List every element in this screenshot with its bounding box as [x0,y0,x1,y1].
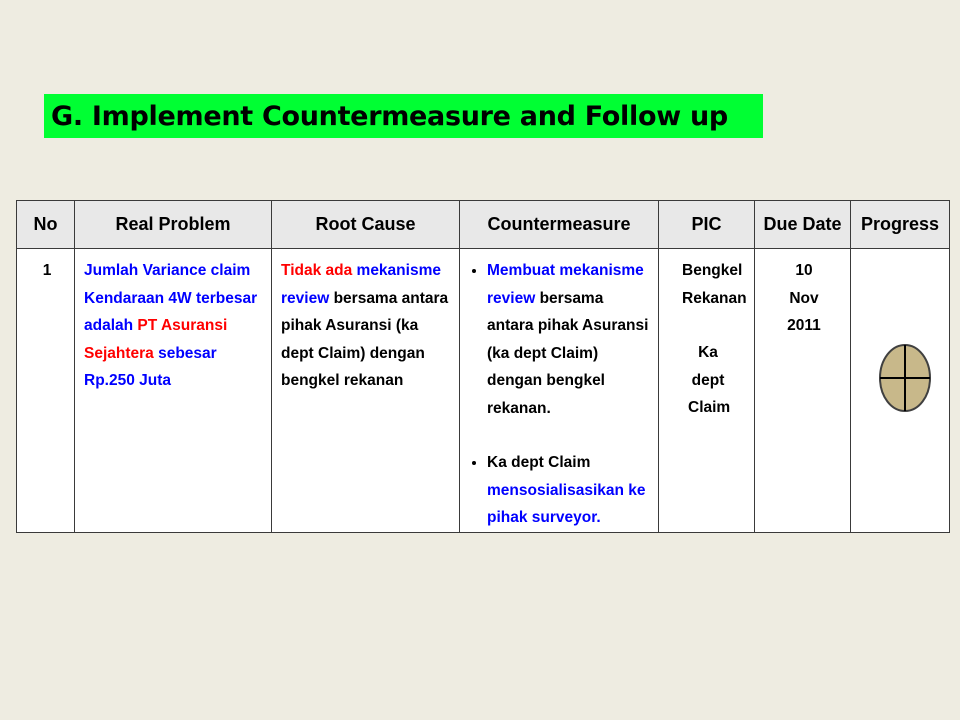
table-header-row [17,201,950,249]
pic-2: Ka dept Claim [688,344,731,416]
countermeasure-item [487,449,652,532]
header-countermeasure: Countermeasure [460,201,659,249]
header-no: No [17,201,75,249]
real-problem-company: PT Asuransi Sejahtera [84,317,228,362]
cell-real-problem [75,249,272,533]
slide-title-box [44,94,763,138]
header-due-date: Due Date [755,201,851,249]
due-date: 10 Nov 2011 [787,262,821,334]
root-cause-text-2: mekanisme review [281,262,441,307]
header-pic: PIC [659,201,755,249]
cell-no: 1 [17,249,75,533]
header-root-cause: Root Cause [272,201,460,249]
countermeasure-list [469,257,652,532]
cell-progress [851,249,950,533]
harvey-ball-circle-icon [878,343,932,413]
countermeasure-item [487,257,652,422]
countermeasure-1-text-1: Membuat mekanisme review [487,262,644,307]
slide-title: G. Implement Countermeasure and Follow up [51,100,728,132]
cell-root-cause [272,249,460,533]
table-row [17,249,950,533]
countermeasure-2-text-2: mensosialisasikan ke pihak surveyor. [487,481,646,526]
header-progress: Progress [851,201,950,249]
cell-due-date [755,249,851,533]
cell-pic [659,249,755,533]
real-problem-text-1: Jumlah Variance claim Kendaraan 4W terbesar adalah [84,262,258,334]
pic-1: Bengkel Rekanan [682,262,747,307]
countermeasure-1-text-2: bersama antara pihak Asuransi (ka dept Claim) dengan bengkel rekanan. [487,289,649,417]
countermeasure-table [16,200,950,533]
root-cause-text-3: bersama antara pihak Asuransi (ka dept Claim) dengan bengkel rekanan [281,289,449,389]
countermeasure-2-text-1: Ka dept Claim [487,454,591,471]
real-problem-text-2: sebesar Rp.250 Juta [84,344,217,389]
header-real-problem: Real Problem [75,201,272,249]
root-cause-text-1: Tidak ada [281,262,357,279]
cell-countermeasure [460,249,659,533]
